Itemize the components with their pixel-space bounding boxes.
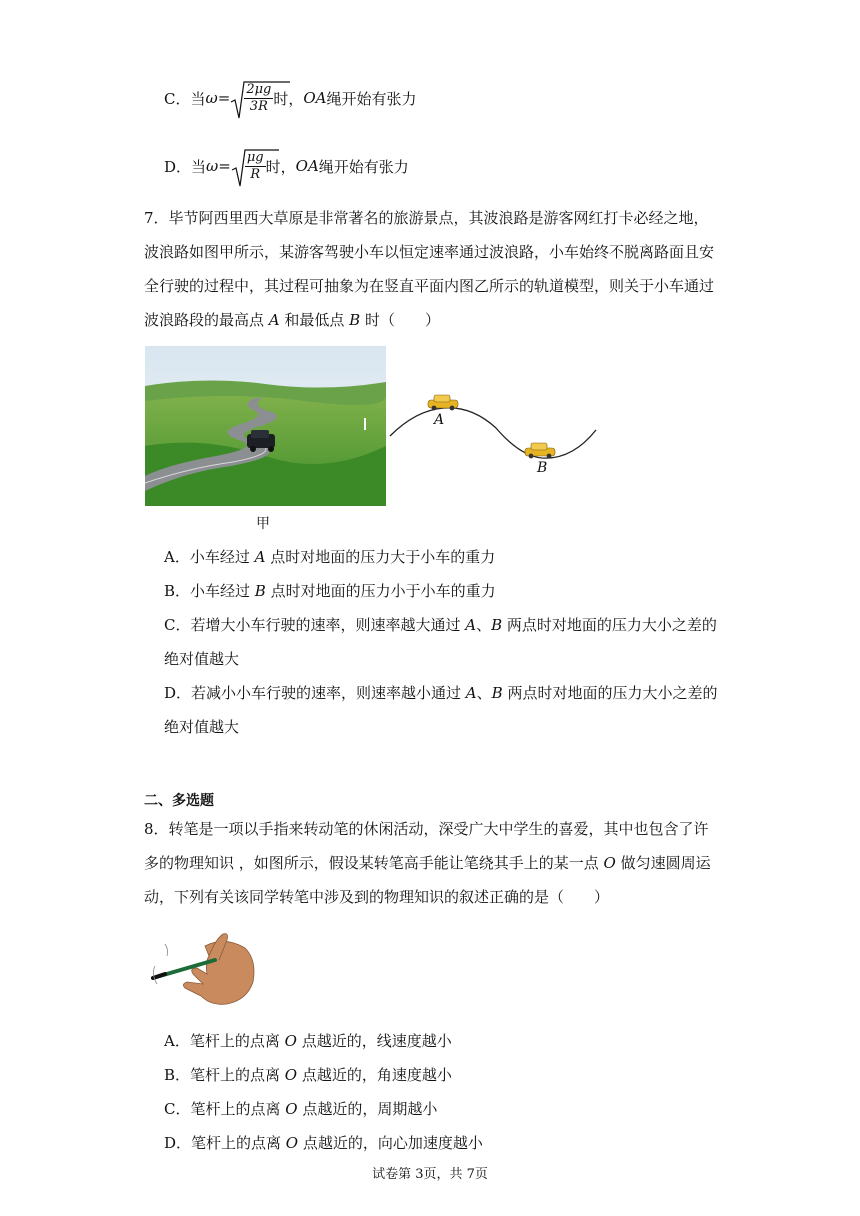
point-o-label: O: [284, 1066, 298, 1084]
option-text: 点越近的，线速度越小: [296, 1032, 452, 1050]
omega-symbol: ω: [206, 157, 219, 175]
option-text: A．小车经过: [164, 548, 255, 566]
q8-stem-line-3: 动，下列有关该同学转笔中涉及到的物理知识的叙述正确的是（ ）: [144, 888, 610, 906]
diagram-label-b: B: [537, 460, 548, 476]
option-text: A．笔杆上的点离: [164, 1032, 285, 1050]
track-curve: [386, 388, 602, 480]
option-text: 绳开始有张力: [318, 157, 409, 176]
option-text: 、: [476, 616, 492, 634]
stem-text: 波浪路段的最高点: [144, 311, 269, 329]
option-text: B．小车经过: [164, 582, 255, 600]
equals-sign: =: [218, 157, 231, 175]
point-label: A: [465, 616, 477, 634]
option-text: 点越近的，向心加速度越小: [298, 1134, 483, 1152]
omega-symbol: ω: [205, 89, 218, 107]
option-text: C．笔杆上的点离: [164, 1100, 286, 1118]
q7-stem-line-1: 7．毕节阿西里西大草原是非常著名的旅游景点，其波浪路是游客网红打卡必经之地，: [144, 209, 709, 227]
fraction-numerator: μg: [246, 149, 264, 165]
q7-stem-line-2: 波浪路如图甲所示，某游客驾驶小车以恒定速率通过波浪路，小车始终不脱离路面且安: [144, 243, 715, 261]
option-text: 点越近的，周期越小: [297, 1100, 438, 1118]
option-text: D．笔杆上的点离: [164, 1134, 286, 1152]
option-text: B．笔杆上的点离: [164, 1066, 285, 1084]
option-text: 当: [190, 89, 206, 108]
q8-option-c: [164, 1098, 437, 1119]
car-at-b-icon: [525, 443, 555, 458]
option-text: 当: [191, 157, 207, 176]
fraction-denominator: R: [250, 166, 261, 182]
option-letter: D．: [164, 157, 192, 176]
q7-option-b: [164, 580, 496, 601]
q6-option-d: [164, 144, 409, 188]
page-footer: 试卷第 3页，共 7页: [372, 1167, 488, 1182]
point-o-label: O: [285, 1100, 298, 1118]
pen-spinning-photo: [145, 926, 257, 1010]
stem-text: 时（ ）: [360, 311, 440, 329]
q7-option-c: [164, 614, 717, 635]
q7-option-a: [164, 546, 495, 567]
option-text: 两点时对地面的压力大小之差的: [502, 684, 718, 702]
option-text: 两点时对地面的压力大小之差的: [502, 616, 717, 634]
fraction-numerator: 2μg: [246, 81, 272, 97]
option-text: 点时对地面的压力大于小车的重力: [265, 548, 496, 566]
point-o-label: O: [285, 1134, 299, 1152]
option-letter: C．: [164, 89, 191, 108]
point-label: B: [254, 582, 266, 600]
point-label: B: [491, 684, 503, 702]
wave-road-photo: [145, 346, 386, 506]
q7-option-d-wrap: 绝对值越大: [164, 718, 240, 736]
rope-label: OA: [295, 157, 319, 175]
point-o-label: O: [284, 1032, 297, 1050]
q8-option-b: [164, 1064, 452, 1085]
option-text: 点时对地面的压力小于小车的重力: [265, 582, 496, 600]
point-o-label: O: [603, 854, 616, 872]
q8-option-d: [164, 1132, 483, 1153]
fraction-denominator: 3R: [249, 98, 268, 114]
option-text: 、: [476, 684, 492, 702]
point-a-label: A: [268, 311, 280, 329]
option-text: 时，: [265, 157, 296, 176]
photo-caption: 甲: [256, 516, 270, 532]
sqrt-expression: [231, 150, 266, 183]
point-label: A: [254, 548, 266, 566]
rope-label: OA: [303, 89, 327, 107]
point-label: B: [491, 616, 503, 634]
q8-stem-line-1: 8．转笔是一项以手指来转动笔的休闲活动，深受广大中学生的喜爱，其中也包含了许: [144, 820, 709, 838]
option-text: D．若减小小车行驶的速率，则速率越小通过: [164, 684, 466, 702]
q8-stem-line-2: [144, 852, 711, 873]
car-at-a-icon: [428, 395, 458, 410]
sqrt-expression: [230, 82, 273, 115]
q7-option-d: [164, 682, 717, 703]
option-text: C．若增大小车行驶的速率，则速率越大通过: [164, 616, 466, 634]
q7-stem-line-3: 全行驶的过程中，其过程可抽象为在竖直平面内图乙所示的轨道模型，则关于小车通过: [144, 277, 715, 295]
stem-text: 做匀速圆周运: [615, 854, 711, 872]
stem-text: 多的物理知识 ，如图所示，假设某转笔高手能让笔绕其手上的某一点: [144, 854, 604, 872]
q8-option-a: [164, 1030, 452, 1051]
section-heading: 二、多选题: [144, 793, 214, 809]
track-diagram: [386, 388, 602, 480]
q7-option-c-wrap: 绝对值越大: [164, 650, 240, 668]
equals-sign: =: [217, 89, 231, 107]
option-text: 点越近的，角速度越小: [297, 1066, 452, 1084]
option-text: 时，: [273, 89, 304, 108]
option-text: 绳开始有张力: [326, 89, 417, 108]
q7-stem-line-4: [144, 309, 440, 330]
stem-text: 和最低点: [279, 311, 350, 329]
point-b-label: B: [349, 311, 361, 329]
point-label: A: [465, 684, 477, 702]
diagram-label-a: A: [434, 412, 445, 428]
q6-option-c: [164, 76, 417, 120]
